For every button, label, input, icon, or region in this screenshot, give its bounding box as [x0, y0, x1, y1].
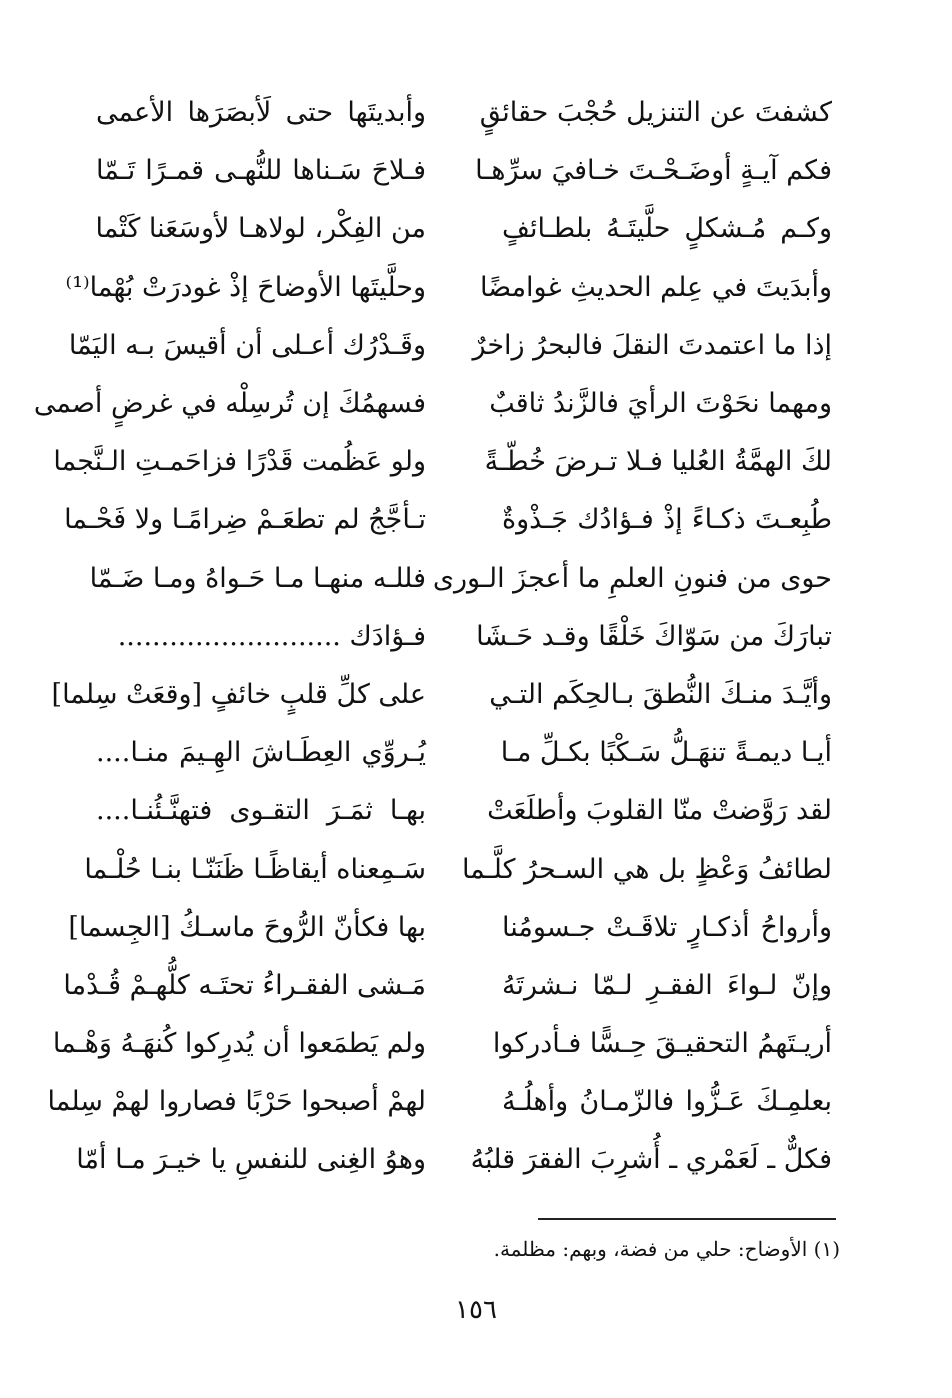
verse-line	[53, 433, 832, 491]
verse-second-hemistich: وحلَّيتَها الأوضاحَ إذْ غودرَتْ بُهْما⁽¹⁾	[65, 271, 426, 303]
verse-line	[51, 666, 832, 724]
verse-first-hemistich: كشفتَ عن التنزيل حُجْبَ حقائقٍ	[479, 97, 832, 129]
verse-line	[96, 724, 832, 782]
verse-line	[76, 1131, 832, 1189]
verse-second-hemistich: وهوُ الغِنى للنفسِ يا خيـرَ مـا أمّا	[76, 1144, 426, 1176]
verse-line	[33, 375, 832, 433]
verse-line	[96, 782, 832, 840]
verse-line	[47, 1073, 832, 1131]
verse-line	[96, 608, 832, 666]
verse-first-hemistich: وأرواحُ أذكـارٍ تلاقَـتْ جـسومُنا	[502, 911, 832, 943]
verse-second-hemistich: ولو عَظُمت قَدْرًا فزاحَمـتِ الـنَّجما	[53, 446, 426, 478]
verse-line	[68, 899, 832, 957]
verse-first-hemistich: وكـم مُـشكلٍ حلَّيتَـهُ بلطـائفٍ	[502, 213, 832, 245]
verse-second-hemistich: ولم يَطمَعوا أن يُدرِكوا كُنهَـهُ وَهْـما	[52, 1028, 426, 1060]
verse-first-hemistich: أريـتَهمُ التحقيـقَ حِـسًّا فـأدركوا	[492, 1028, 832, 1060]
verse-second-hemistich: على كلِّ قلبٍ خائفٍ [وقعَتْ سِلما]	[51, 678, 426, 710]
verse-first-hemistich: وأبدَيتَ في عِلم الحديثِ غوامضًا	[479, 271, 832, 303]
verse-first-hemistich: ومهما نحَوْتَ الرأيَ فالزَّندُ ثاقبٌ	[489, 388, 832, 420]
page-number: ١٥٦	[455, 1295, 497, 1325]
footnote-separator	[538, 1218, 836, 1220]
verse-second-hemistich: تـأجَّجُ لم تطعَـمْ ضِرامًـا ولا فَحْـما	[64, 504, 426, 536]
verse-first-hemistich: بعلمِـكَ عَـزُّوا فالزّمـانُ وأهلُـهُ	[502, 1086, 832, 1118]
footnote: (١) الأوضاح: حلي من فضة، وبهم: مظلمة.	[493, 1237, 840, 1261]
verse-line	[96, 84, 832, 142]
verse-second-hemistich: فـلاحَ سَـناها للنُّهـى قمـرًا تَـمّا	[96, 155, 426, 187]
verse-second-hemistich: بهـا ثمَـرَ التقـوى فتهنَّـئُنـا....	[96, 795, 426, 827]
verse-second-hemistich: من الفِكْر، لولاهـا لأوسَعَنا كَتْما	[95, 213, 426, 245]
verse-line	[84, 840, 832, 898]
poem-body	[33, 84, 832, 1190]
verse-second-hemistich: فـؤادَك ..........................	[117, 620, 426, 652]
verse-first-hemistich: فكلٌّ ـ لَعَمْري ـ أُشرِبَ الفقرَ قلبُهُ	[470, 1144, 832, 1176]
verse-line	[89, 550, 832, 608]
verse-line	[63, 957, 832, 1015]
verse-second-hemistich: فللـه منهـا مـا حَـواهُ ومـا ضَـمّا	[89, 562, 426, 594]
verse-first-hemistich: لكَ الهمَّةُ العُليا فـلا تـرضَ خُطّـةً	[484, 446, 832, 478]
verse-first-hemistich: لطائفُ وَعْظٍ بل هي السـحرُ كلَّـما	[461, 853, 832, 885]
verse-first-hemistich: أيـا ديمـةً تنهَـلُّ سَـكْبًا بكـلِّ مـا	[500, 737, 832, 769]
verse-second-hemistich: لهمْ أصبحوا حَرْبًا فصاروا لهمْ سِلما	[47, 1086, 426, 1118]
verse-line	[52, 1015, 832, 1073]
verse-first-hemistich: وإنّ لـواءَ الفقـرِ لـمّا نـشرتَهُ	[502, 969, 832, 1001]
verse-second-hemistich: وقَـدْرُك أعـلى أن أقيسَ بـه اليَمّا	[68, 329, 426, 361]
verse-first-hemistich: فكم آيـةٍ أوضَـحْـتَ خـافيَ سرِّهـا	[475, 155, 832, 187]
verse-second-hemistich: مَـشى الفقـراءُ تحتَـه كلُّهـمْ قُـدْما	[63, 969, 426, 1001]
verse-line	[64, 491, 832, 549]
verse-second-hemistich: بها فكأنّ الرُّوحَ ماسـكُ [الجِسما]	[68, 911, 426, 943]
verse-line	[68, 317, 832, 375]
verse-first-hemistich: حوى من فنونِ العلمِ ما أعجزَ الـورى	[432, 562, 832, 594]
verse-second-hemistich: وأبديتَها حتى لَأبصَرَها الأعمى	[96, 97, 426, 129]
verse-first-hemistich: طُبِعـتَ ذكـاءً إذْ فـؤادُك جَـذْوةٌ	[502, 504, 832, 536]
verse-second-hemistich: يُـروِّي العِطَـاشَ الهِـيمَ منـا....	[96, 737, 426, 769]
verse-second-hemistich: فسهمُكَ إن تُرسِلْه في غرضٍ أصمى	[33, 388, 426, 420]
verse-second-hemistich: سَـمِعناه أيقاظًـا ظَنَنّـا بنـا حُلْـما	[84, 853, 426, 885]
verse-line	[96, 142, 832, 200]
verse-line	[96, 200, 832, 258]
verse-first-hemistich: وأيَّـدَ منـكَ النُّطقَ بـالحِكَم التـي	[489, 678, 832, 710]
verse-first-hemistich: لقد رَوَّضتْ منّا القلوبَ وأطلَعَتْ	[487, 795, 832, 827]
verse-first-hemistich: تبارَكَ من سَوّاكَ خَلْقًا وقـد حَـشَا	[476, 620, 832, 652]
verse-line	[65, 259, 832, 317]
verse-first-hemistich: إذا ما اعتمدتَ النقلَ فالبحرُ زاخرٌ	[472, 329, 832, 361]
